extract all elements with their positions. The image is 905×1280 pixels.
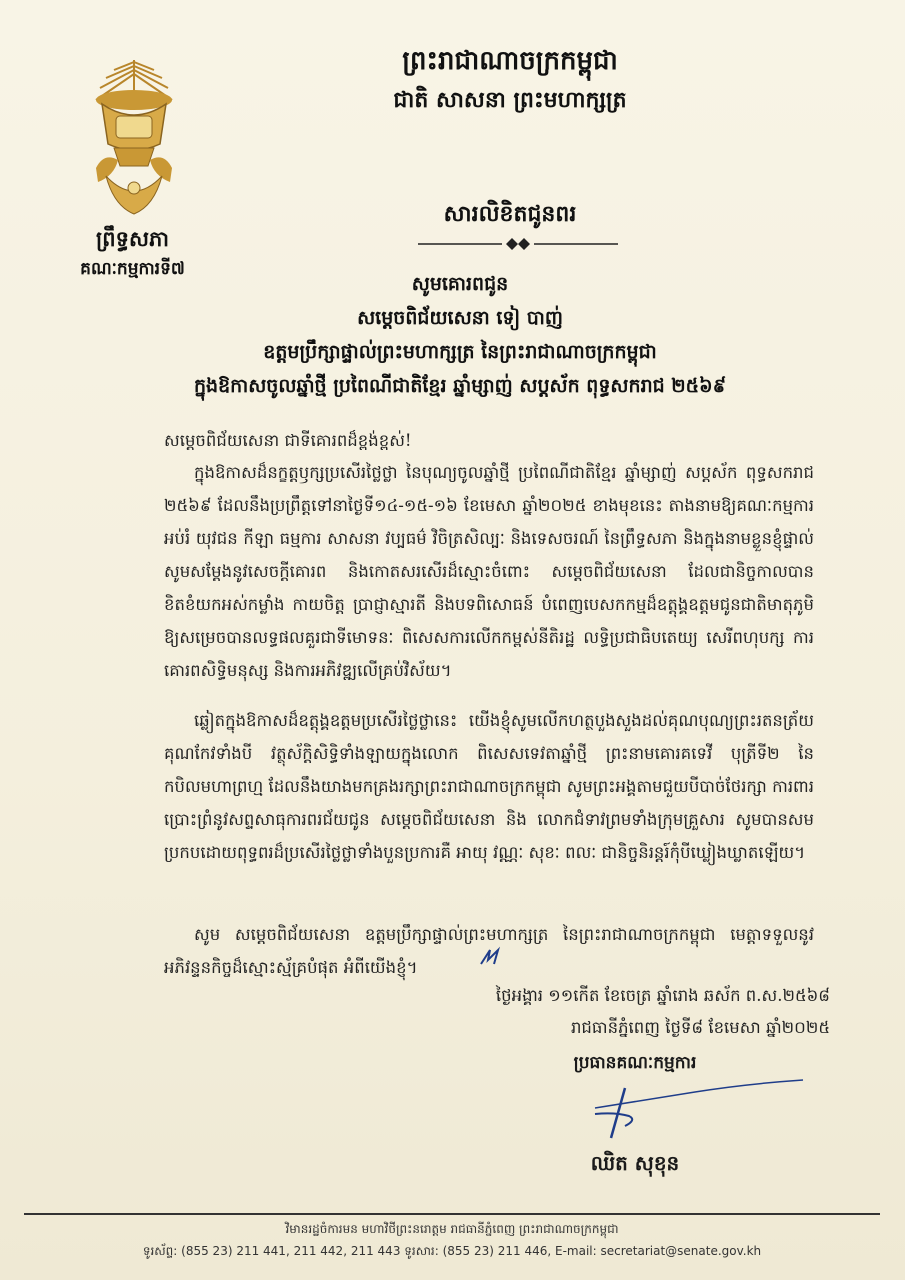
lunar-date: ថ្ងៃអង្គារ ១១កើត ខែចេត្រ ឆ្នាំរោង ឆស័ក ព.ស.២៥៦៨ (495, 986, 830, 1005)
footer-address: វិមានរដ្ឋចំការមន មហាវិថីព្រះនរោត្តម រាជធានីភ្នំពេញ ព្រះរាជាណាចក្រកម្ពុជា (285, 1222, 619, 1236)
body-paragraph-2: ឆ្លៀតក្នុងឱកាសដ៏ឧត្តុង្គឧត្តមប្រសើរថ្លៃថ្លានេះ យើងខ្ញុំសូមលើកហត្ថបួងសួងដល់គុណបុណ្យព្រះរតនត្រ័យគុណកែវទាំងបី វត្ថុស័ក្តិសិទ្ធិទាំងឡាយក្នុងលោក ពិសេសទេវតាឆ្នាំថ្មី ព្រះនាមគោរគទេវី បុត្រីទី២ នៃកបិលមហាព្រហ្ម ដែលនឹងយាងមកគ្រងរក្សាព្រះរាជាណាចក្រកម្ពុជា សូមព្រះអង្គតាមជួយបីបាច់ថែរក្សា ការពារ ប្រោះព្រំនូវសព្ទសាធុការពរជ័យជូន សម្ដេចពិជ័យសេនា និង លោកជំទាវព្រមទាំងក្រុមគ្រួសារ សូមបានសមប្រកបដោយពុទ្ធពរដ៏ប្រសើរថ្លៃថ្លាទាំងបួនប្រការគឺ អាយុ វណ្ណៈ សុខៈ ពលៈ ជានិច្ចនិរន្តរ៍កុំបីឃ្លៀងឃ្លាតឡើយ។ (164, 711, 814, 862)
senate-emblem-icon (84, 56, 184, 221)
document-title: សារលិខិតជូនពរ (443, 202, 577, 227)
footer-divider (24, 1213, 880, 1215)
body-paragraph-1: ក្នុងឱកាសដ៏នក្ខត្តឫក្សប្រសើរថ្លៃថ្លា នៃបុណ្យចូលឆ្នាំថ្មី ប្រពៃណីជាតិខ្មែរ ឆ្នាំម្សាញ់ សប្តស័ក ពុទ្ធសករាជ ២៥៦៩ ដែលនឹងប្រព្រឹត្តទៅនាថ្ងៃទី១៤-១៥-១៦ ខែមេសា ឆ្នាំ២០២៥ ខាងមុខនេះ តាងនាមឱ្យគណៈកម្មការអប់រំ យុវជន កីឡា ធម្មការ សាសនា វប្បធម៌ វិចិត្រសិល្បៈ និងទេសចរណ៍ នៃព្រឹទ្ធសភា និងក្នុងនាមខ្លួនខ្ញុំផ្ទាល់ សូមសម្ដែងនូវសេចក្ដីគោរព និងកោតសរសើរដ៏ស្មោះចំពោះ សម្ដេចពិជ័យសេនា ដែលជានិច្ចកាលបានខិតខំយកអស់កម្លាំង កាយចិត្ត ប្រាជ្ញាស្មារតី និងបទពិសោធន៍ បំពេញបេសកកម្មដ៏ឧត្តុង្គឧត្តមជូនជាតិមាតុភូមិ ឱ្យសម្រេចបានលទ្ធផលគួរជាទីមោទនៈ ពិសេសការលើកកម្ពស់នីតិរដ្ឋ លទ្ធិប្រជាធិបតេយ្យ សេរីពហុបក្ស ការគោរពសិទ្ធិមនុស្ស និងការអភិវឌ្ឍលើគ្រប់វិស័យ។ (164, 463, 814, 680)
senate-name: ព្រឹទ្ធសភា (96, 227, 169, 251)
signer-name: ឈិត សុខុន (590, 1151, 680, 1175)
national-motto: ជាតិ សាសនា ព្រះមហាក្សត្រ (393, 88, 627, 113)
commission-name: គណៈកម្មការទី៧ (80, 259, 185, 279)
kingdom-heading: ព្រះរាជាណាចក្រកម្ពុជា (402, 46, 618, 76)
occasion-line: ក្នុងឱកាសចូលឆ្នាំថ្មី ប្រពៃណីជាតិខ្មែរ ឆ្នាំម្សាញ់ សប្តស័ក ពុទ្ធសករាជ ២៥៦៩ (193, 375, 727, 397)
ornamental-divider-icon (418, 236, 618, 252)
place-and-date: រាជធានីភ្នំពេញ ថ្ងៃទី៨ ខែមេសា ឆ្នាំ២០២៥ (570, 1018, 830, 1037)
signer-title: ប្រធានគណៈកម្មការ (573, 1053, 697, 1073)
handwritten-signature-icon (585, 1078, 810, 1148)
recipient-line-1: សូមគោរពជូន (411, 273, 509, 295)
footer-contact: ទូរស័ព្ទ: (855 23) 211 441, 211 442, 211 443 ទូរសារ: (855 23) 211 446, E-mail: secretariat@senate.gov.kh (142, 1244, 762, 1258)
recipient-position: ឧត្ដមប្រឹក្សាផ្ទាល់ព្រះមហាក្សត្រ នៃព្រះរាជាណាចក្រកម្ពុជា (263, 341, 657, 363)
salutation: សម្ដេចពិជ័យសេនា ជាទីគោរពដ៏ខ្ពង់ខ្ពស់! (164, 431, 412, 450)
body-paragraph-3: សូម សម្ដេចពិជ័យសេនា ឧត្តមប្រឹក្សាផ្ទាល់ព្រះមហាក្សត្រ នៃព្រះរាជាណាចក្រកម្ពុជា មេត្តាទទួលនូវអភិវន្ទនកិច្ចដ៏ស្មោះស្ម័គ្របំផុត អំពីយើងខ្ញុំ។ (164, 925, 814, 977)
recipient-name: សម្ដេចពិជ័យសេនា ទៀ បាញ់ (357, 307, 563, 329)
initial-mark-icon (478, 946, 504, 970)
